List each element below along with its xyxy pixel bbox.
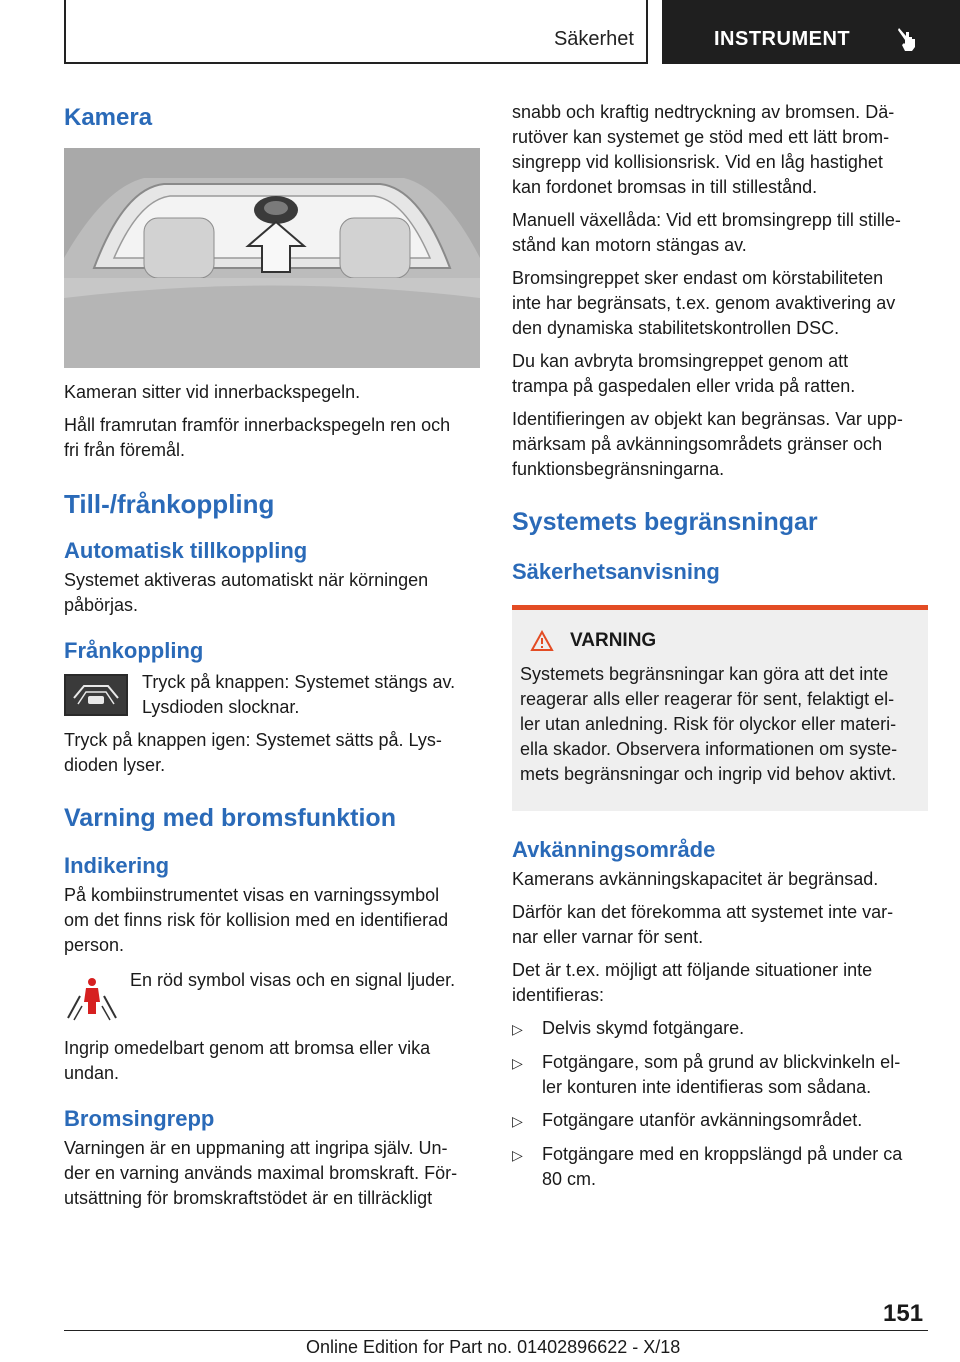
range-text-2b: nar eller varnar för sent. bbox=[512, 927, 704, 947]
right-text-3a: Bromsingreppet sker endast om körstabiliteten bbox=[512, 268, 884, 288]
camera-position-photo bbox=[64, 148, 480, 368]
warning-text-4: ella skador. Observera informationen om syste- bbox=[520, 739, 898, 759]
brake-text-b: der en varning används maximal bromskraft. För- bbox=[64, 1163, 458, 1183]
indication-text-1b: om det finns risk för kollision med en identifierad bbox=[64, 910, 449, 930]
range-text-3b: identifieras: bbox=[512, 985, 605, 1005]
bullet-text-4b: 80 cm. bbox=[542, 1169, 597, 1189]
right-text-2b: stånd kan motorn stängas av. bbox=[512, 235, 747, 255]
right-text-5c: funktionsbegränsningarna. bbox=[512, 459, 725, 479]
range-heading: Avkänningsområde bbox=[512, 837, 716, 862]
bullet-text-2b: ler konturen inte identifieras som sådana. bbox=[542, 1077, 872, 1097]
auto-heading: Automatisk tillkoppling bbox=[64, 538, 308, 563]
off-text-1a: Tryck på knappen: Systemet stängs av. bbox=[142, 672, 456, 692]
indication-heading: Indikering bbox=[64, 853, 170, 878]
camera-text-2b: fri från föremål. bbox=[64, 440, 186, 460]
list-item bbox=[512, 1050, 928, 1100]
header-chapter-tab bbox=[662, 0, 960, 64]
range-text-2a: Därför kan det förekomma att systemet inte var- bbox=[512, 902, 894, 922]
camera-heading: Kamera bbox=[64, 104, 153, 131]
left-column bbox=[64, 96, 480, 1211]
right-column bbox=[512, 96, 928, 1192]
header-chapter-title: INSTRUMENT bbox=[714, 28, 851, 50]
off-text-1b: Lysdioden slocknar. bbox=[142, 697, 300, 717]
range-text-1: Kamerans avkänningskapacitet är begränsad. bbox=[512, 869, 879, 889]
indication-text-3b: undan. bbox=[64, 1063, 120, 1083]
camera-text-1: Kameran sitter vid innerbackspegeln. bbox=[64, 382, 361, 402]
red-pedestrian-warning-icon bbox=[64, 974, 120, 1022]
right-text-5b: märksam på avkänningsområdets gränser och bbox=[512, 434, 883, 454]
warning-text-3: ler utan anledning. Risk för olyckor eller materi- bbox=[520, 714, 897, 734]
warning-text-2: reagerar alls eller reagerar för sent, felaktigt el- bbox=[520, 689, 895, 709]
off-text-2b: dioden lyser. bbox=[64, 755, 166, 775]
auto-text-a: Systemet aktiveras automatiskt när körningen bbox=[64, 570, 429, 590]
range-text-3a: Det är t.ex. möjligt att följande situationer inte bbox=[512, 960, 873, 980]
warning-box bbox=[512, 605, 928, 811]
bullet-triangle-icon: ▷ bbox=[512, 1021, 523, 1037]
brake-text-c: utsättning för bromskraftstödet är en tillräckligt bbox=[64, 1188, 433, 1208]
list-item bbox=[512, 1016, 928, 1042]
right-text-3b: inte har begränsats, t.ex. genom avaktivering av bbox=[512, 293, 896, 313]
right-text-3c: den dynamiska stabilitetskontrollen DSC. bbox=[512, 318, 840, 338]
right-text-2a: Manuell växellåda: Vid ett bromsingrepp till stille- bbox=[512, 210, 901, 230]
indication-text-2: En röd symbol visas och en signal ljuder. bbox=[130, 970, 456, 990]
brake-heading: Bromsingrepp bbox=[64, 1106, 215, 1131]
pointing-hand-icon bbox=[896, 26, 920, 52]
brake-text-a: Varningen är en uppmaning att ingripa själv. Un- bbox=[64, 1138, 448, 1158]
off-row bbox=[64, 670, 480, 720]
indication-text-1c: person. bbox=[64, 935, 125, 955]
onoff-heading: Till-/frånkoppling bbox=[64, 489, 275, 519]
right-text-1a: snabb och kraftig nedtryckning av bromsen. Dä- bbox=[512, 102, 895, 122]
right-text-1c: singrepp vid kollisionsrisk. Vid en låg hastighet bbox=[512, 152, 883, 172]
indication-text-3a: Ingrip omedelbart genom att bromsa eller vika bbox=[64, 1038, 431, 1058]
footer-divider bbox=[64, 1330, 928, 1331]
bullet-text-4a: Fotgängare med en kroppslängd på under ca bbox=[542, 1144, 903, 1164]
bullet-triangle-icon: ▷ bbox=[512, 1113, 523, 1129]
limits-heading: Systemets begränsningar bbox=[512, 508, 818, 536]
off-heading: Frånkoppling bbox=[64, 638, 204, 663]
safety-heading: Säkerhetsanvisning bbox=[512, 559, 720, 584]
page-number: 151 bbox=[883, 1300, 924, 1327]
bullet-text-2a: Fotgängare, som på grund av blickvinkeln el- bbox=[542, 1052, 901, 1072]
pedestrian-warning-button-icon bbox=[64, 674, 128, 716]
warning-text-1: Systemets begränsningar kan göra att det inte bbox=[520, 664, 889, 684]
indication-row bbox=[64, 968, 480, 1022]
car-interior-illustration bbox=[64, 148, 480, 368]
warning-triangle-icon bbox=[530, 630, 554, 652]
footer-edition: Online Edition for Part no. 01402896622 - X/18 bbox=[306, 1337, 681, 1357]
list-item bbox=[512, 1108, 928, 1134]
bullet-text-1: Delvis skymd fotgängare. bbox=[542, 1018, 745, 1038]
bullet-text-3: Fotgängare utanför avkänningsområdet. bbox=[542, 1110, 863, 1130]
right-text-4b: trampa på gaspedalen eller vrida på ratten. bbox=[512, 376, 856, 396]
list-item bbox=[512, 1142, 928, 1192]
warning-title: VARNING bbox=[570, 630, 657, 651]
bullet-triangle-icon: ▷ bbox=[512, 1055, 523, 1071]
warning-brake-heading: Varning med bromsfunktion bbox=[64, 804, 396, 832]
camera-text-2a: Håll framrutan framför innerbackspegeln ren och bbox=[64, 415, 451, 435]
right-text-1b: rutöver kan systemet ge stöd med ett lätt brom- bbox=[512, 127, 890, 147]
bullet-triangle-icon: ▷ bbox=[512, 1147, 523, 1163]
auto-text-b: påbörjas. bbox=[64, 595, 139, 615]
indication-text-1a: På kombiinstrumentet visas en varningssymbol bbox=[64, 885, 440, 905]
right-text-1d: kan fordonet bromsas in till stillestånd. bbox=[512, 177, 818, 197]
warning-text-5: mets begränsningar och ingrip vid behov aktivt. bbox=[520, 764, 897, 784]
right-text-4a: Du kan avbryta bromsingreppet genom att bbox=[512, 351, 849, 371]
header-section-title: Säkerhet bbox=[553, 28, 634, 50]
right-text-5a: Identifieringen av objekt kan begränsas. Var upp- bbox=[512, 409, 903, 429]
warning-title-row bbox=[530, 630, 920, 652]
off-text-2a: Tryck på knappen igen: Systemet sätts på. Lys- bbox=[64, 730, 442, 750]
